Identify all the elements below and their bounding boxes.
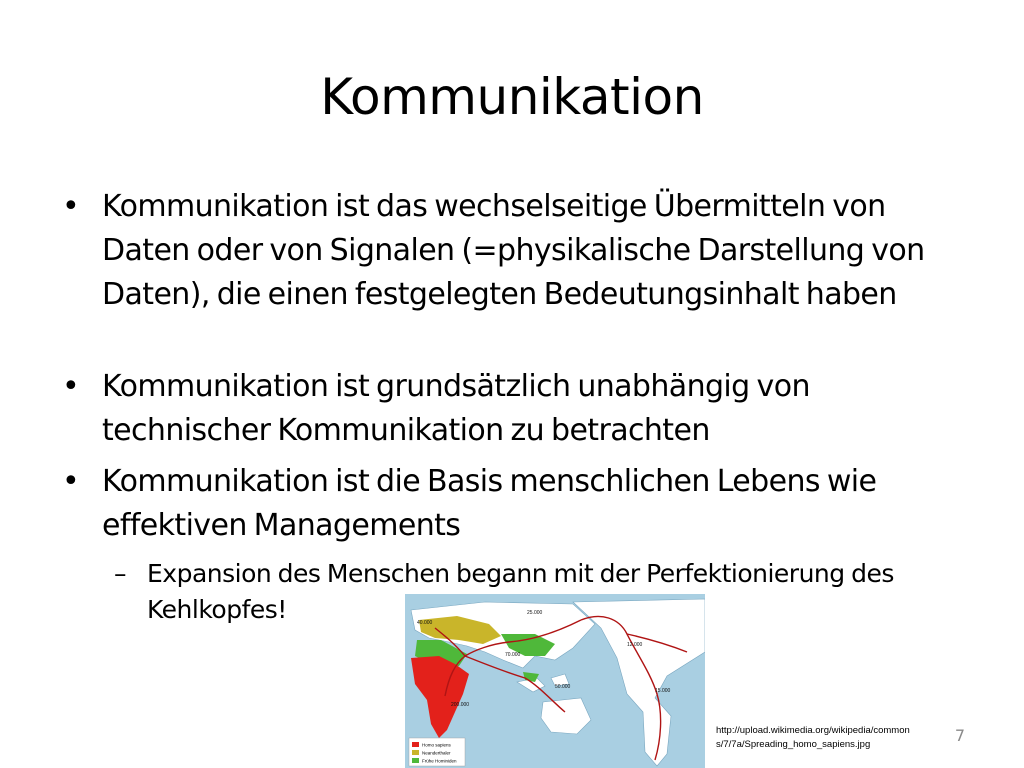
sub-bullet-text: Expansion des Menschen begann mit der Perfektionierung des Kehlkopfes! — [147, 559, 894, 624]
bullet-symbol: • — [62, 464, 80, 499]
map-label: 25.000 — [527, 610, 543, 616]
legend-label: Neanderthaler — [422, 750, 451, 756]
map-label: 50.000 — [555, 684, 571, 690]
map-legend — [409, 738, 465, 766]
slide-title: Kommunikation — [320, 68, 704, 126]
bullet-text: Kommunikation ist das wechselseitige Übermitteln von Daten oder von Signalen (=physikalische Darstellung von Daten), die einen festgelegten Bedeutungsinhalt haben — [102, 189, 925, 312]
bullet-symbol: • — [62, 189, 80, 224]
bullet-text: Kommunikation ist die Basis menschlichen Lebens wie effektiven Managements — [102, 464, 877, 543]
image-source-link[interactable]: http://upload.wikimedia.org/wikipedia/commons/7/7a/Spreading_homo_sapiens.jpg — [716, 725, 910, 750]
legend-label: Frühe Hominiden — [422, 758, 457, 764]
bullet-item — [62, 460, 942, 548]
human-migration-map — [405, 594, 705, 768]
bullet-text: Kommunikation ist grundsätzlich unabhängig von technischer Kommunikation zu betrachten — [102, 369, 810, 448]
bullet-item — [62, 365, 942, 453]
map-label: 40.000 — [417, 620, 433, 626]
bullet-symbol: • — [62, 369, 80, 404]
map-label: 12.000 — [627, 642, 643, 648]
bullet-item — [62, 185, 942, 317]
page-number: 7 — [954, 726, 966, 745]
sub-bullet-symbol: – — [114, 559, 126, 588]
map-label: 70.000 — [505, 652, 521, 658]
legend-label: Homo sapiens — [422, 742, 451, 748]
map-label: 15.000 — [655, 688, 671, 694]
map-label: 200.000 — [451, 702, 470, 708]
